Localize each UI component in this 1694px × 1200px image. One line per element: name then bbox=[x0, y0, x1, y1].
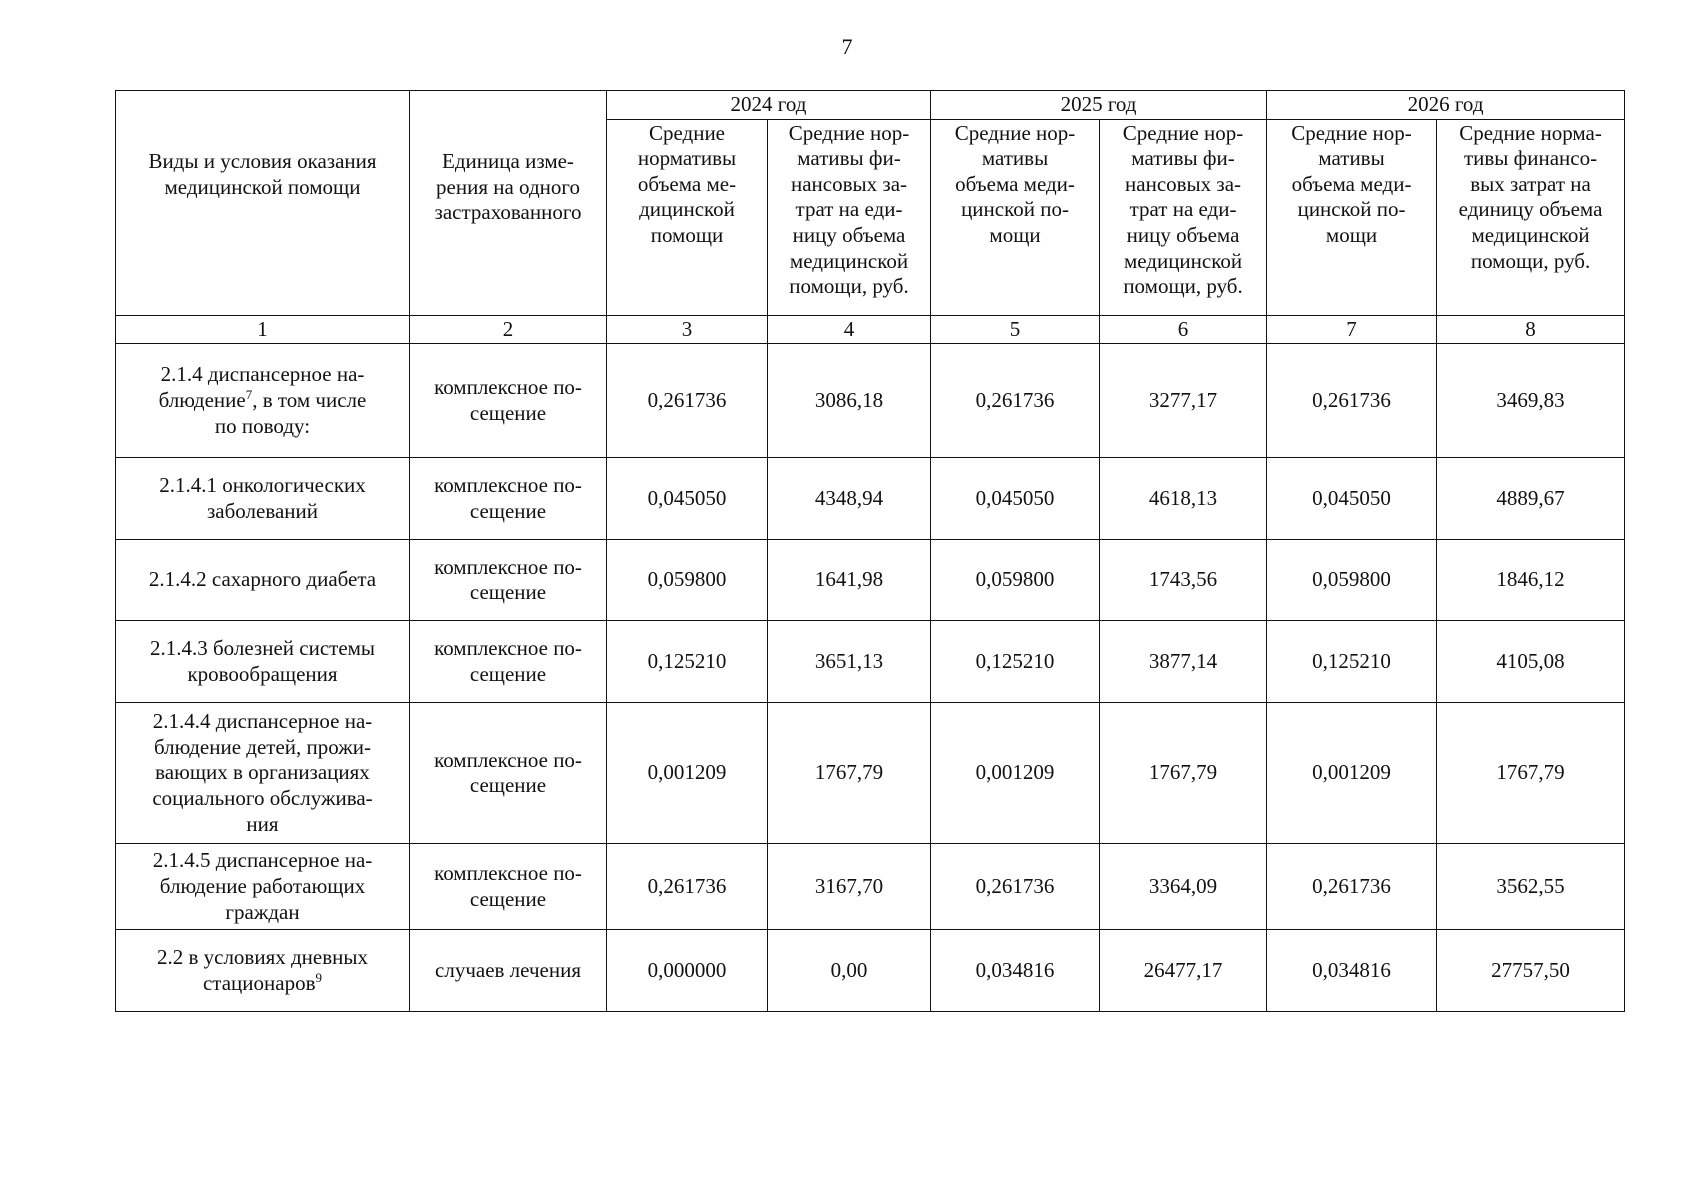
table-row bbox=[116, 703, 1625, 844]
row-name-text: 2.1.4.2 сахарного диабета bbox=[148, 567, 377, 592]
row-unit: случаев лечения bbox=[410, 930, 607, 1012]
value-cell: 0,261736 bbox=[1267, 344, 1437, 458]
row-name bbox=[116, 458, 410, 540]
value-cell: 3277,17 bbox=[1100, 344, 1267, 458]
header-unit: Единица изме- рения на одного застрахованного bbox=[410, 91, 607, 316]
value-cell: 0,034816 bbox=[1267, 930, 1437, 1012]
value-cell: 3086,18 bbox=[768, 344, 931, 458]
row-unit: комплексное по- сещение bbox=[410, 621, 607, 703]
table-row bbox=[116, 844, 1625, 930]
header-2025-cost: Средние нор- мативы фи- нансовых за- трат на еди- ницу объема медицинской помощи, руб. bbox=[1100, 119, 1267, 315]
header-2024-cost: Средние нор- мативы фи- нансовых за- трат на еди- ницу объема медицинской помощи, руб. bbox=[768, 119, 931, 315]
value-cell: 3651,13 bbox=[768, 621, 931, 703]
value-cell: 3562,55 bbox=[1437, 844, 1625, 930]
column-number: 5 bbox=[931, 315, 1100, 344]
row-name-suffix: , в том числе по поводу: bbox=[214, 387, 367, 438]
value-cell: 1767,79 bbox=[768, 703, 931, 844]
row-unit: комплексное по- сещение bbox=[410, 344, 607, 458]
table-row bbox=[116, 458, 1625, 540]
header-kinds-conditions: Виды и условия оказания медицинской помощи bbox=[116, 91, 410, 316]
value-cell: 1846,12 bbox=[1437, 540, 1625, 621]
footnote-marker: 7 bbox=[245, 386, 253, 402]
value-cell: 3469,83 bbox=[1437, 344, 1625, 458]
row-name bbox=[116, 540, 410, 621]
row-unit: комплексное по- сещение bbox=[410, 458, 607, 540]
column-number: 6 bbox=[1100, 315, 1267, 344]
value-cell: 1767,79 bbox=[1437, 703, 1625, 844]
value-cell: 3877,14 bbox=[1100, 621, 1267, 703]
row-unit: комплексное по- сещение bbox=[410, 703, 607, 844]
header-year-2026: 2026 год bbox=[1267, 91, 1625, 120]
row-name bbox=[116, 621, 410, 703]
value-cell: 0,00 bbox=[768, 930, 931, 1012]
column-number: 2 bbox=[410, 315, 607, 344]
value-cell: 1641,98 bbox=[768, 540, 931, 621]
value-cell: 0,125210 bbox=[1267, 621, 1437, 703]
value-cell: 0,001209 bbox=[1267, 703, 1437, 844]
row-name bbox=[116, 844, 410, 930]
value-cell: 0,045050 bbox=[931, 458, 1100, 540]
header-2026-cost: Средние норма- тивы финансо- вых затрат на единицу объема медицинской помощи, руб. bbox=[1437, 119, 1625, 315]
value-cell: 3167,70 bbox=[768, 844, 931, 930]
row-name bbox=[116, 703, 410, 844]
value-cell: 0,034816 bbox=[931, 930, 1100, 1012]
table-row bbox=[116, 930, 1625, 1012]
value-cell: 27757,50 bbox=[1437, 930, 1625, 1012]
value-cell: 0,261736 bbox=[607, 344, 768, 458]
row-name-text: 2.1.4 диспансерное на- блюдение bbox=[158, 362, 365, 412]
value-cell: 4889,67 bbox=[1437, 458, 1625, 540]
norms-table bbox=[115, 90, 1625, 1012]
value-cell: 26477,17 bbox=[1100, 930, 1267, 1012]
column-number: 7 bbox=[1267, 315, 1437, 344]
column-number: 3 bbox=[607, 315, 768, 344]
value-cell: 3364,09 bbox=[1100, 844, 1267, 930]
row-name-text: 2.1.4.4 диспансерное на- блюдение детей, прожи- вающих в организациях социального обслужива- ния bbox=[152, 709, 373, 836]
column-numbers-row bbox=[116, 315, 1625, 344]
value-cell: 4105,08 bbox=[1437, 621, 1625, 703]
value-cell: 0,045050 bbox=[607, 458, 768, 540]
value-cell: 1767,79 bbox=[1100, 703, 1267, 844]
footnote-marker: 9 bbox=[315, 969, 323, 985]
value-cell: 0,125210 bbox=[931, 621, 1100, 703]
value-cell: 0,045050 bbox=[1267, 458, 1437, 540]
header-2026-volume: Средние нор- мативы объема меди- цинской по- мощи bbox=[1267, 119, 1437, 315]
row-name-text: 2.1.4.1 онкологических заболеваний bbox=[159, 473, 366, 523]
row-name bbox=[116, 930, 410, 1012]
column-number: 4 bbox=[768, 315, 931, 344]
value-cell: 4618,13 bbox=[1100, 458, 1267, 540]
value-cell: 0,001209 bbox=[931, 703, 1100, 844]
value-cell: 0,261736 bbox=[607, 844, 768, 930]
row-name-text: 2.2 в условиях дневных стационаров bbox=[156, 945, 369, 995]
value-cell: 0,261736 bbox=[931, 844, 1100, 930]
row-name-text: 2.1.4.5 диспансерное на- блюдение работающих граждан bbox=[152, 848, 373, 924]
value-cell: 0,261736 bbox=[1267, 844, 1437, 930]
value-cell: 0,261736 bbox=[931, 344, 1100, 458]
header-year-2025: 2025 год bbox=[931, 91, 1267, 120]
header-2025-volume: Средние нор- мативы объема меди- цинской по- мощи bbox=[931, 119, 1100, 315]
value-cell: 1743,56 bbox=[1100, 540, 1267, 621]
page-number: 7 bbox=[841, 34, 853, 59]
value-cell: 0,059800 bbox=[931, 540, 1100, 621]
row-name-text: 2.1.4.3 болезней системы кровообращения bbox=[149, 636, 376, 686]
value-cell: 4348,94 bbox=[768, 458, 931, 540]
table-row bbox=[116, 540, 1625, 621]
value-cell: 0,000000 bbox=[607, 930, 768, 1012]
value-cell: 0,001209 bbox=[607, 703, 768, 844]
value-cell: 0,059800 bbox=[607, 540, 768, 621]
table-row bbox=[116, 621, 1625, 703]
column-number: 1 bbox=[116, 315, 410, 344]
row-unit: комплексное по- сещение bbox=[410, 540, 607, 621]
value-cell: 0,125210 bbox=[607, 621, 768, 703]
column-number: 8 bbox=[1437, 315, 1625, 344]
table-row bbox=[116, 344, 1625, 458]
header-year-2024: 2024 год bbox=[607, 91, 931, 120]
value-cell: 0,059800 bbox=[1267, 540, 1437, 621]
row-name bbox=[116, 344, 410, 458]
row-unit: комплексное по- сещение bbox=[410, 844, 607, 930]
header-2024-volume: Средние нормативы объема ме- дицинской помощи bbox=[607, 119, 768, 315]
